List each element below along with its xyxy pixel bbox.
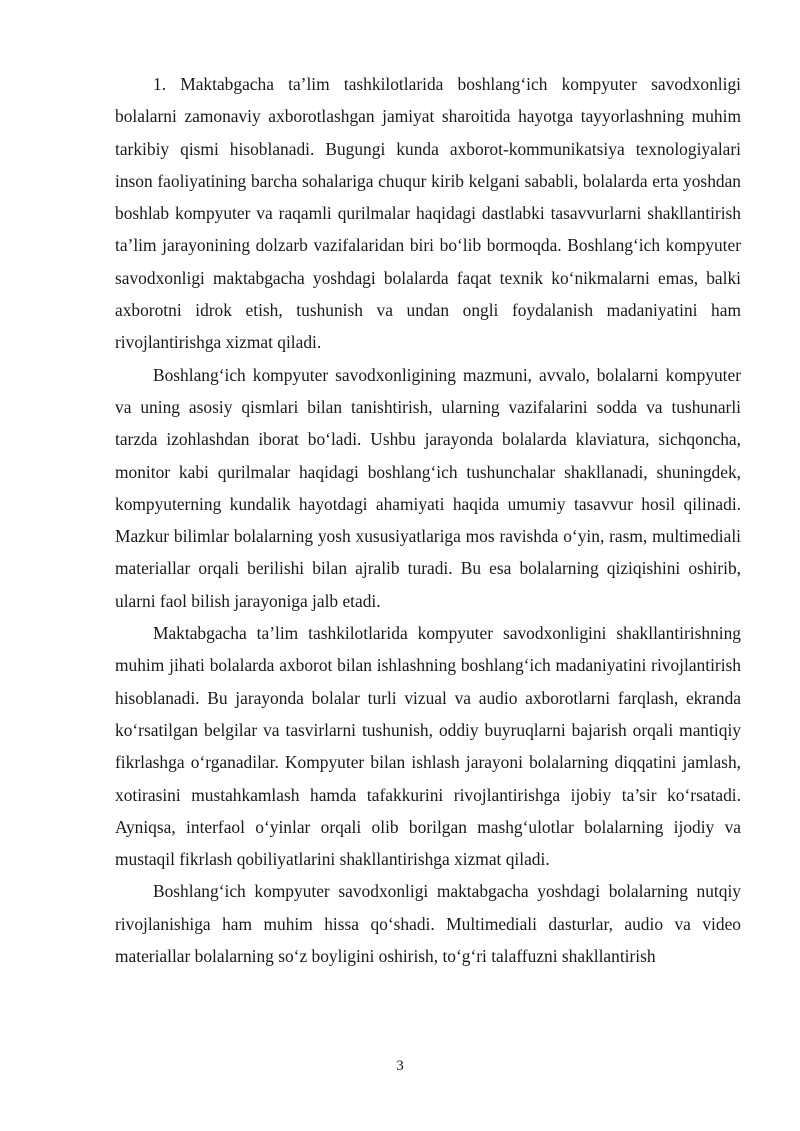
paragraph-1: 1. Maktabgacha ta’lim tashkilotlarida boshlang‘ich kompyuter savodxonligi bolalarni zamonaviy axborotlashgan jamiyat sharoitida hayotga tayyorlashning muhim tarkibiy qismi hisoblanadi. Bugungi kunda axborot-kommunikatsiya texnologiyalari inson faoliyatining barcha sohalariga chuqur kirib kelgani sababli, bolalarda erta yoshdan boshlab kompyuter va raqamli qurilmalar haqidagi dastlabki tasavvurlarni shakllantirish ta’lim jarayonining dolzarb vazifalaridan biri bo‘lib bormoqda. Boshlang‘ich kompyuter savodxonligi maktabgacha yoshdagi bolalarda faqat texnik ko‘nikmalarni emas, balki axborotni idrok etish, tushunish va undan ongli foydalanish madaniyatini ham rivojlantirishga xizmat qiladi. xyxy=(115,74,741,353)
document-page xyxy=(115,68,741,972)
paragraph-3: Maktabgacha ta’lim tashkilotlarida kompyuter savodxonligini shakllantirishning muhim jihati bolalarda axborot bilan ishlashning boshlang‘ich madaniyatini rivojlantirish hisoblanadi. Bu jarayonda bolalar turli vizual va audio axborotlarni farqlash, ekranda ko‘rsatilgan belgilar va tasvirlarni tushunish, oddiy buyruqlarni bajarish orqali mantiqiy fikrlashga o‘rganadilar. Kompyuter bilan ishlash jarayoni bolalarning diqqatini jamlash, xotirasini mustahkamlash hamda tafakkurini rivojlantirishga ijobiy ta’sir ko‘rsatadi. Ayniqsa, interfaol o‘yinlar orqali olib borilgan mashg‘ulotlar bolalarning ijodiy va mustaqil fikrlash qobiliyatlarini shakllantirishga xizmat qiladi. xyxy=(115,623,741,870)
paragraph-4: Boshlang‘ich kompyuter savodxonligi maktabgacha yoshdagi bolalarning nutqiy rivojlanishiga ham muhim hissa qo‘shadi. Multimediali dasturlar, audio va video materiallar bolalarning so‘z boyligini oshirish, to‘g‘ri talaffuzni shakllantirish xyxy=(115,881,741,967)
paragraph-2: Boshlang‘ich kompyuter savodxonligining mazmuni, avvalo, bolalarni kompyuter va uning asosiy qismlari bilan tanishtirish, ularning vazifalarini sodda va tushunarli tarzda izohlashdan iborat bo‘ladi. Ushbu jarayonda bolalarda klaviatura, sichqoncha, monitor kabi qurilmalar haqidagi boshlang‘ich tushunchalar shakllanadi, shuningdek, kompyuterning kundalik hayotdagi ahamiyati haqida umumiy tasavvur hosil qilinadi. Mazkur bilimlar bolalarning yosh xususiyatlariga mos ravishda o‘yin, rasm, multimediali materiallar orqali berilishi bilan ajralib turadi. Bu esa bolalarning qiziqishini oshirib, ularni faol bilish jarayoniga jalb etadi. xyxy=(115,364,741,611)
page-number: 3 xyxy=(396,1058,404,1074)
